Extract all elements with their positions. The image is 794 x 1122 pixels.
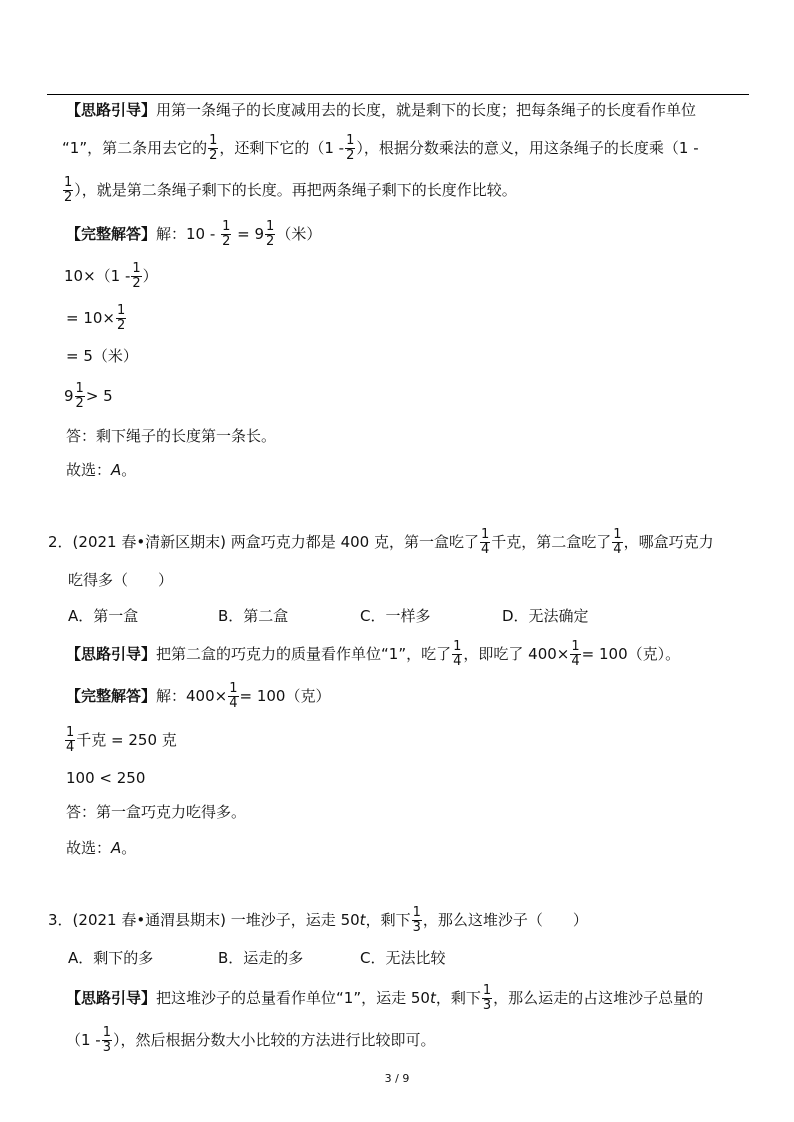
fraction: $\frac{1}{4}$: [229, 681, 238, 711]
fraction: $\frac{1}{2}$: [75, 381, 84, 411]
q1-hint-line-3: $\frac{1}{2}$ ），就是第二条绳子剩下的长度。再把两条绳子剩下的长度作比较。: [64, 175, 517, 205]
fraction: $\frac{1}{2}$: [346, 133, 355, 163]
q1-step-2: 10×（1 - $\frac{1}{2}$ ）: [64, 261, 158, 291]
q3-option-a: A．剩下的多: [68, 949, 154, 967]
q1-hint-line-2: “1”，第二条用去它的 $\frac{1}{2}$ ，还剩下它的（1 - $\frac{1}{2}$ ），根据分数乘法的意义，用这条绳子的长度乘（1 -: [62, 133, 699, 163]
q1-hint-label: 【思路引导】: [66, 101, 157, 119]
q2-option-b: B．第二盒: [218, 607, 289, 625]
fraction: $\frac{1}{2}$: [117, 303, 126, 333]
q1-answer-line-1: 【完整解答】解：10 - $\frac{1}{2}$ = 9 $\frac{1}{2}$ （米）: [66, 219, 322, 249]
fraction: $\frac{1}{3}$: [412, 905, 421, 935]
fraction: $\frac{1}{2}$: [64, 175, 73, 205]
q2-stem-line-2: 吃得多（ ）: [68, 571, 174, 589]
q3-hint-line-1: 【思路引导】把这堆沙子的总量看作单位“1”，运走 50t，剩下 $\frac{1}{3}$ ，那么运走的占这堆沙子总量的: [66, 983, 704, 1013]
q1-conclusion: 答：剩下绳子的长度第一条长。: [66, 427, 277, 445]
q3-stem: 3．(2021 春•通渭县期末) 一堆沙子，运走 50t，剩下 $\frac{1}{3}$ ，那么这堆沙子（ ）: [48, 905, 588, 935]
fraction: $\frac{1}{3}$: [102, 1025, 112, 1055]
fraction: $\frac{1}{4}$: [480, 527, 490, 557]
fraction: $\frac{1}{4}$: [613, 527, 622, 557]
fraction: $\frac{1}{2}$: [132, 261, 141, 291]
q1-step-5: 9 $\frac{1}{2}$ > 5: [64, 381, 113, 411]
q1-step-3: = 10× $\frac{1}{2}$: [66, 303, 126, 333]
fraction: $\frac{1}{2}$: [222, 219, 231, 249]
fraction: $\frac{1}{4}$: [571, 639, 580, 669]
q2-conclusion: 答：第一盒巧克力吃得多。: [66, 803, 247, 821]
q1-choice: 故选：A。: [66, 461, 137, 479]
fraction: $\frac{1}{4}$: [453, 639, 462, 669]
q2-option-d: D．无法确定: [502, 607, 589, 625]
fraction: $\frac{1}{4}$: [66, 725, 75, 755]
header-rule: [47, 94, 749, 95]
q3-option-b: B．运走的多: [218, 949, 304, 967]
q1-hint-line-1: 【思路引导】用第一条绳子的长度减用去的长度，就是剩下的长度；把每条绳子的长度看作单位: [66, 101, 697, 119]
fraction: $\frac{1}{3}$: [482, 983, 492, 1013]
q2-stem-line-1: 2．(2021 春•清新区期末) 两盒巧克力都是 400 克，第一盒吃了 $\frac{1}{4}$ 千克，第二盒吃了 $\frac{1}{4}$ ，哪盒巧克力: [48, 527, 714, 557]
q3-option-c: C．无法比较: [360, 949, 446, 967]
q3-hint-line-2: （1 - $\frac{1}{3}$ ），然后根据分数大小比较的方法进行比较即可。: [66, 1025, 436, 1055]
fraction: $\frac{1}{2}$: [266, 219, 275, 249]
q2-answer-line-1: 【完整解答】解：400× $\frac{1}{4}$ = 100（克）: [66, 681, 331, 711]
fraction: $\frac{1}{2}$: [209, 133, 218, 163]
q2-step-3: 100 < 250: [66, 769, 146, 787]
page-number: 3 / 9: [384, 1072, 410, 1085]
q2-option-c: C．一样多: [360, 607, 431, 625]
q1-step-4: = 5（米）: [66, 347, 138, 365]
q2-hint: 【思路引导】把第二盒的巧克力的质量看作单位“1”，吃了 $\frac{1}{4}$ ，即吃了 400× $\frac{1}{4}$ = 100（克）。: [66, 639, 681, 669]
q2-step-2: $\frac{1}{4}$ 千克 = 250 克: [66, 725, 177, 755]
q2-option-a: A．第一盒: [68, 607, 139, 625]
q2-choice: 故选：A。: [66, 839, 137, 857]
